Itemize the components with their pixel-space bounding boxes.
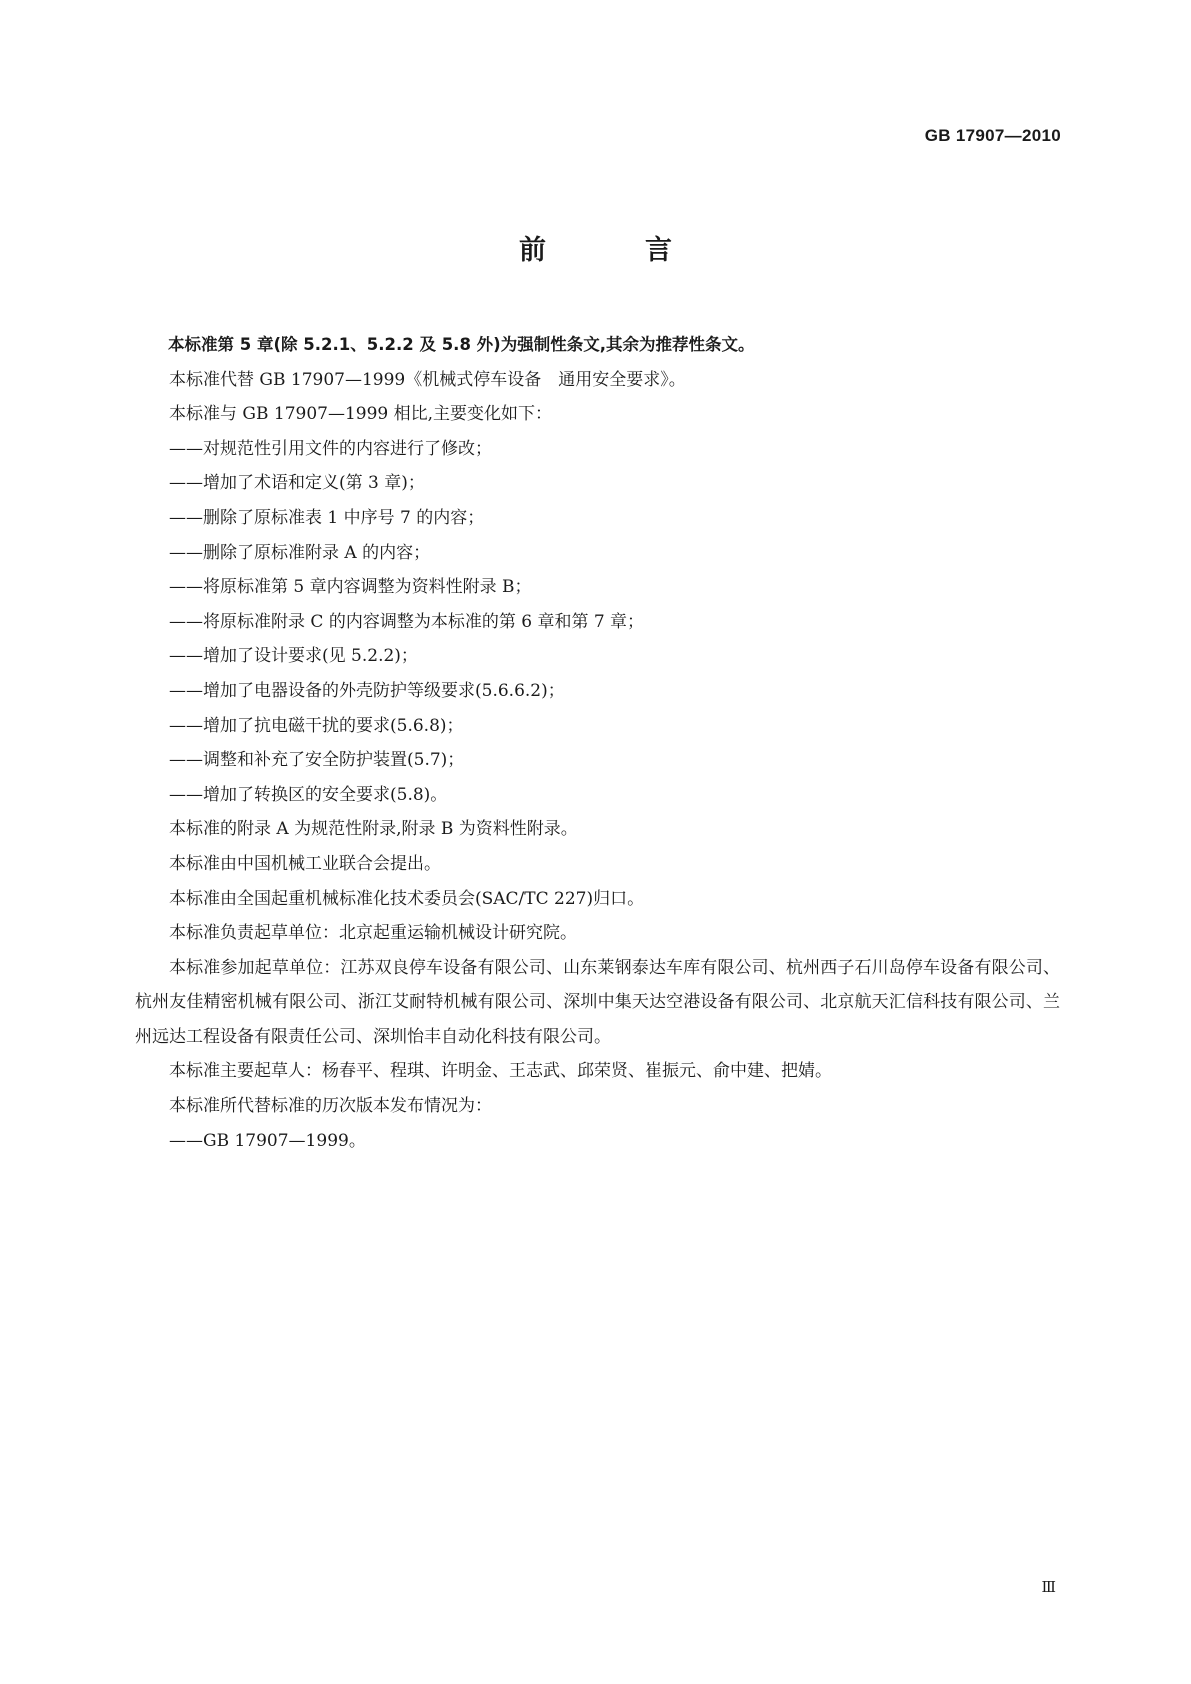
change-item: ——将原标准附录 C 的内容调整为本标准的第 6 章和第 7 章； (169, 611, 645, 632)
change-item: ——删除了原标准表 1 中序号 7 的内容； (169, 507, 485, 528)
standard-code: GB 17907—2010 (924, 126, 1061, 145)
change-item: ——增加了抗电磁干扰的要求(5.6.8)； (169, 715, 464, 736)
change-item: ——增加了电器设备的外壳防护等级要求(5.6.6.2)； (169, 680, 565, 701)
foreword-body (135, 328, 1060, 1158)
change-item: ——增加了术语和定义(第 3 章)； (169, 473, 425, 494)
mandatory-clause-statement: 本标准第 5 章(除 5.2.1、5.2.2 及 5.8 外)为强制性条文,其余为推荐性条文。 (168, 335, 755, 354)
history-item: ——GB 17907—1999。 (169, 1130, 366, 1151)
change-item: ——对规范性引用文件的内容进行了修改； (169, 438, 492, 459)
change-item: ——增加了转换区的安全要求(5.8)。 (169, 784, 448, 805)
page-title: 前 言 (519, 235, 708, 266)
replaces-statement: 本标准代替 GB 17907—1999《机械式停车设备 通用安全要求》。 (169, 369, 686, 390)
change-item: ——增加了设计要求(见 5.2.2)； (169, 646, 418, 667)
change-item: ——调整和补充了安全防护装置(5.7)； (169, 750, 465, 771)
lead-drafter-statement: 本标准负责起草单位：北京起重运输机械设计研究院。 (169, 923, 577, 944)
annex-statement: 本标准的附录 A 为规范性附录,附录 B 为资料性附录。 (169, 819, 578, 840)
changes-intro: 本标准与 GB 17907—1999 相比,主要变化如下： (169, 404, 553, 425)
committee-statement: 本标准由全国起重机械标准化技术委员会(SAC/TC 227)归口。 (169, 888, 645, 909)
proposer-statement: 本标准由中国机械工业联合会提出。 (169, 853, 441, 874)
history-intro: 本标准所代替标准的历次版本发布情况为： (169, 1096, 492, 1117)
participating-units-statement: 本标准参加起草单位：江苏双良停车设备有限公司、山东莱钢泰达车库有限公司、杭州西子石川岛停车设备有限公司、杭州友佳精密机械有限公司、浙江艾耐特机械有限公司、深圳中集天达空港设备有限公司、北京航天汇信科技有限公司、兰州远达工程设备有限责任公司、深圳怡丰自动化科技有限公司。 (135, 957, 1060, 1047)
drafters-statement: 本标准主要起草人：杨春平、程琪、许明金、王志武、邱荣贤、崔振元、俞中建、把婧。 (169, 1061, 832, 1082)
change-item: ——将原标准第 5 章内容调整为资料性附录 B； (169, 577, 532, 598)
page-number: Ⅲ (1041, 1578, 1056, 1596)
change-item: ——删除了原标准附录 A 的内容； (169, 542, 431, 563)
